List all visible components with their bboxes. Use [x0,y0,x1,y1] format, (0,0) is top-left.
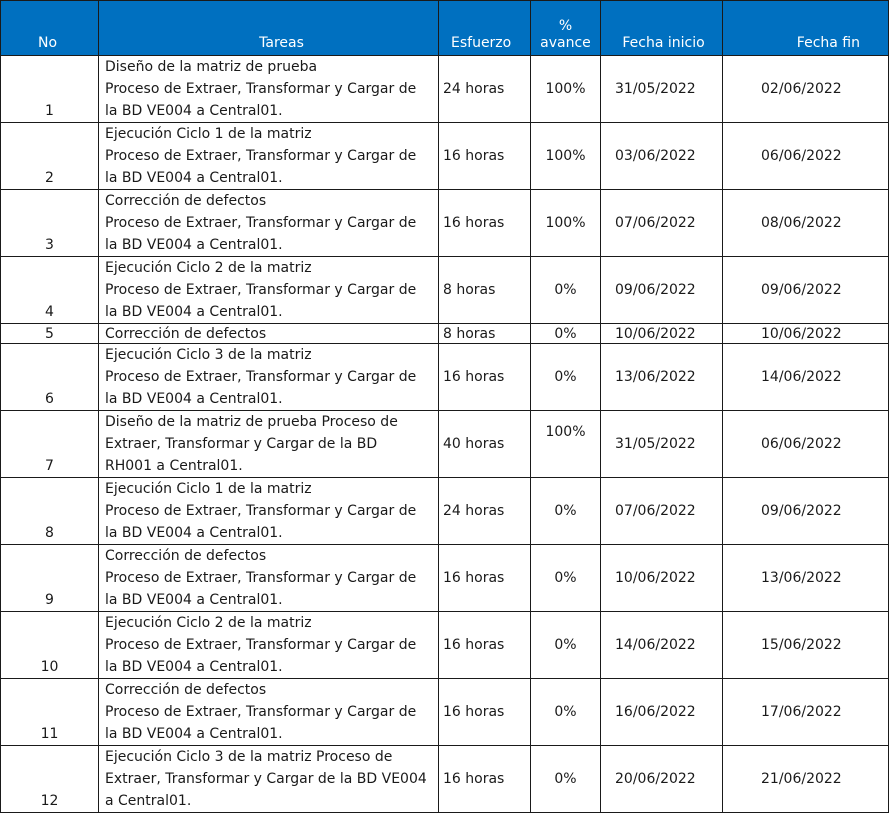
row-avance: 0% [531,344,601,411]
row-task: Diseño de la matriz de prueba Proceso de Extraer, Transformar y Cargar de la BD VE004 a Central01. [99,56,439,123]
row-fecha-inicio: 31/05/2022 [601,411,723,478]
row-fecha-inicio: 16/06/2022 [601,679,723,746]
row-avance: 100% [531,411,601,478]
row-avance: 0% [531,612,601,679]
row-fecha-inicio: 13/06/2022 [601,344,723,411]
row-esfuerzo: 16 horas [439,746,531,813]
header-fecha-inicio: Fecha inicio [601,1,723,56]
row-fecha-fin: 21/06/2022 [723,746,889,813]
row-task: Ejecución Ciclo 1 de la matriz Proceso de Extraer, Transformar y Cargar de la BD VE004 a Central01. [99,123,439,190]
row-esfuerzo: 8 horas [439,257,531,324]
header-avance-percent: % [558,18,573,34]
row-fecha-fin: 09/06/2022 [723,257,889,324]
row-number: 10 [1,612,99,679]
row-number: 7 [1,411,99,478]
row-esfuerzo: 16 horas [439,679,531,746]
row-esfuerzo: 16 horas [439,545,531,612]
row-avance: 0% [531,257,601,324]
row-number: 2 [1,123,99,190]
row-number: 6 [1,344,99,411]
row-avance: 0% [531,679,601,746]
row-task: Corrección de defectos Proceso de Extraer, Transformar y Cargar de la BD VE004 a Central01. [99,190,439,257]
row-task: Corrección de defectos Proceso de Extraer, Transformar y Cargar de la BD VE004 a Central01. [99,545,439,612]
row-number: 12 [1,746,99,813]
row-fecha-fin: 13/06/2022 [723,545,889,612]
table-row [1,56,889,123]
row-task: Ejecución Ciclo 2 de la matriz Proceso de Extraer, Transformar y Cargar de la BD VE004 a Central01. [99,257,439,324]
row-number: 3 [1,190,99,257]
table-row [1,190,889,257]
row-fecha-fin: 08/06/2022 [723,190,889,257]
table-row [1,746,889,813]
row-task: Ejecución Ciclo 3 de la matriz Proceso de Extraer, Transformar y Cargar de la BD VE004 a Central01. [99,746,439,813]
row-fecha-fin: 10/06/2022 [723,324,889,344]
header-fecha-fin: Fecha fin [723,1,889,56]
row-fecha-inicio: 10/06/2022 [601,324,723,344]
row-fecha-inicio: 14/06/2022 [601,612,723,679]
row-fecha-inicio: 03/06/2022 [601,123,723,190]
row-esfuerzo: 8 horas [439,324,531,344]
table-row [1,679,889,746]
table-row [1,411,889,478]
row-fecha-fin: 17/06/2022 [723,679,889,746]
row-number: 9 [1,545,99,612]
header-row [1,1,889,56]
row-task: Diseño de la matriz de prueba Proceso de Extraer, Transformar y Cargar de la BD RH001 a Central01. [99,411,439,478]
row-number: 8 [1,478,99,545]
row-esfuerzo: 24 horas [439,478,531,545]
row-fecha-fin: 15/06/2022 [723,612,889,679]
row-avance: 0% [531,478,601,545]
table-row [1,545,889,612]
row-fecha-fin: 14/06/2022 [723,344,889,411]
header-esfuerzo: Esfuerzo [439,1,531,56]
row-fecha-inicio: 20/06/2022 [601,746,723,813]
row-avance: 0% [531,545,601,612]
row-avance: 0% [531,746,601,813]
row-task: Corrección de defectos Proceso de Extraer, Transformar y Cargar de la BD VE004 a Central01. [99,679,439,746]
header-tareas: Tareas [99,1,439,56]
row-fecha-fin: 06/06/2022 [723,411,889,478]
row-avance: 100% [531,123,601,190]
row-number: 11 [1,679,99,746]
row-esfuerzo: 16 horas [439,344,531,411]
row-fecha-inicio: 10/06/2022 [601,545,723,612]
row-fecha-inicio: 07/06/2022 [601,478,723,545]
table-row [1,257,889,324]
row-avance: 0% [531,324,601,344]
row-avance: 100% [531,190,601,257]
row-esfuerzo: 16 horas [439,612,531,679]
row-task: Ejecución Ciclo 3 de la matriz Proceso de Extraer, Transformar y Cargar de la BD VE004 a Central01. [99,344,439,411]
table-row [1,612,889,679]
table-row [1,123,889,190]
row-fecha-fin: 02/06/2022 [723,56,889,123]
table-row [1,478,889,545]
header-avance [531,1,601,56]
row-esfuerzo: 16 horas [439,123,531,190]
row-esfuerzo: 24 horas [439,56,531,123]
row-number: 4 [1,257,99,324]
row-task: Ejecución Ciclo 2 de la matriz Proceso de Extraer, Transformar y Cargar de la BD VE004 a Central01. [99,612,439,679]
row-fecha-fin: 06/06/2022 [723,123,889,190]
row-task: Corrección de defectos [99,324,439,344]
row-fecha-fin: 09/06/2022 [723,478,889,545]
row-avance: 100% [531,56,601,123]
row-number: 5 [1,324,99,344]
row-esfuerzo: 40 horas [439,411,531,478]
row-fecha-inicio: 07/06/2022 [601,190,723,257]
row-number: 1 [1,56,99,123]
table-row [1,324,889,344]
header-no: No [1,1,99,56]
row-fecha-inicio: 31/05/2022 [601,56,723,123]
table-row [1,344,889,411]
row-task: Ejecución Ciclo 1 de la matriz Proceso de Extraer, Transformar y Cargar de la BD VE004 a Central01. [99,478,439,545]
row-fecha-inicio: 09/06/2022 [601,257,723,324]
row-esfuerzo: 16 horas [439,190,531,257]
header-avance-label: avance [540,35,591,51]
